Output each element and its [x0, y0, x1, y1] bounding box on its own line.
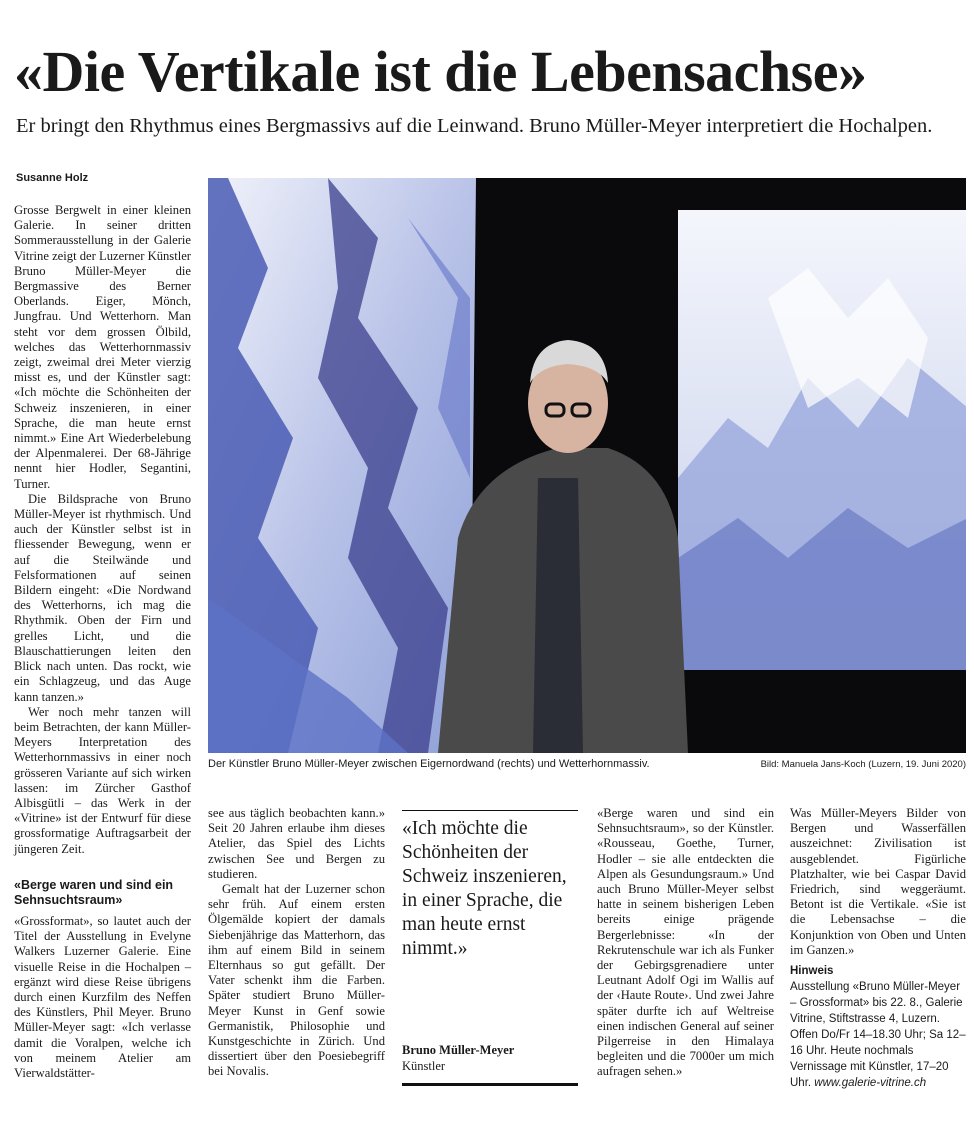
body-paragraph: Was Müller-Meyers Bilder von Bergen und Wasserfällen auszeichnet: Zivilisation ist ausgeblendet. Figürliche Platzhalter, wie bei Caspar David Friedrich, sind weggeräumt. Betont ist die Vertikale. «Sie ist die Lebensachse – die Konjunktion von Oben und Unten im Ganzen.»	[790, 806, 966, 957]
body-paragraph: «Berge waren und sind ein Sehnsuchtsraum», so der Künstler. «Rousseau, Goethe, Turner, Hodler – sie alle entdeckten die Alpen als Gesundungsraum.» Und auch Bruno Müller-Meyer selbst hatte in seinem bisherigen Leben bereits einige prägende Bergerlebnisse: «In der Rekrutenschule war ich als Funker der Gebirgsgrenadiere unter Leutnant Adolf Ogi im Wallis auf der ‹Haute Route›. Und zwei Jahre später durfte ich auf Weltreise einen indischen General auf seiner Pilgerreise in den Himalaya begleiten und die 7000er um mich aufragen sehen.»	[597, 806, 774, 1079]
info-box-title: Hinweis	[790, 965, 834, 978]
column-1	[14, 203, 191, 857]
column-1-lower	[14, 878, 191, 1081]
column-2	[208, 806, 385, 1080]
info-box-text: Ausstellung «Bruno Müller-Meyer – Grossformat» bis 22. 8., Galerie Vitrine, Stiftstrasse 4, Luzern. Offen Do/Fr 14–18.30 Uhr; Sa 12–16 Uhr. Heute nochmals Vernissage mit Künstler, 17–20 Uhr.	[790, 981, 966, 1090]
photo-credit: Bild: Manuela Jans-Koch (Luzern, 19. Juni 2020)	[760, 759, 966, 770]
pull-quote	[402, 810, 578, 1086]
body-paragraph: Gemalt hat der Luzerner schon sehr früh. Auf einem ersten Ölgemälde kopiert der damals Siebenjährige das Matterhorn, das ihm auf einem Bild in seinem Elternhaus so gut gefällt. Der Vater schenkt ihm die Farben. Später studiert Bruno Müller-Meyer Kunst in Genf sowie Germanistik, Philosophie und Kunstgeschichte in Zürich. Und dissertiert über den Poesiebegriff bei Novalis.	[208, 882, 385, 1079]
photo-illustration	[208, 178, 966, 753]
body-paragraph: «Grossformat», so lautet auch der Titel der Ausstellung in Evelyne Walkers Luzerner Galerie. Eine visuelle Reise in die Hochalpen – ergänzt wird diese Reise übrigens durch einen Kurzfilm des Neffen des Künstlers, Phil Meyer. Bruno Müller-Meyer sagt: «Ich verlasse damit die Voralpen, welche ich von meinem Atelier am Vierwaldstätter-	[14, 914, 191, 1081]
info-box	[790, 979, 966, 1091]
body-paragraph: Wer noch mehr tanzen will beim Betrachten, der kann Müller-Meyers Interpretation des Wetterhornmassivs in einer noch grösseren Variante auf sich wirken lassen: im Zürcher Gasthof Albisgütli – das Werk in der «Vitrine» ist der Entwurf für diese grossformatige Auftragsarbeit der jüngeren Zeit.	[14, 704, 191, 856]
body-paragraph: see aus täglich beobachten kann.» Seit 20 Jahren erlaube ihm dieses Atelier, das Spiel des Lichts zwischen See und Bergen zu studieren.	[208, 806, 385, 881]
pull-quote-text: «Ich möchte die Schönheiten der Schweiz inszenieren, in einer Sprache, die man heute ernst nimmt.»	[402, 818, 567, 959]
body-paragraph: Die Bildsprache von Bruno Müller-Meyer ist rhythmisch. Und auch der Künstler selbst ist in fliessender Bewegung, wenn er auf die Steilwände und Felsformationen auf seinen Bildern eingeht: «Die Nordwand des Wetterhorns, ich mag die Rhythmik. Oben der Firn und grelles Licht, und die Blauschattierungen leiten den Blick nach unten. Das rockt, wie ein Schlagzeug, und das Auge kann tanzen.»	[14, 491, 191, 704]
artist-photo	[208, 178, 966, 753]
gallery-link[interactable]: www.galerie-vitrine.ch	[814, 1077, 927, 1090]
photo-caption: Der Künstler Bruno Müller-Meyer zwischen Eigernordwand (rechts) und Wetterhornmassiv.	[208, 758, 650, 770]
author-byline: Susanne Holz	[16, 172, 89, 184]
headline: «Die Vertikale ist die Lebensachse»	[14, 39, 867, 104]
body-paragraph: Grosse Bergwelt in einer kleinen Galerie. In seiner dritten Sommerausstellung in der Galerie Vitrine zeigt der Luzerner Künstler Bruno Müller-Meyer die Bergmassive des Berner Oberlands. Eiger, Mönch, Jungfrau. Und Wetterhorn. Man steht vor dem grossen Ölbild, welches das Wetterhornmassiv zeigt, zweimal drei Meter vierzig misst es, und der Künstler sagt: «Ich möchte die Schönheiten der Schweiz inszenieren, in einer Sprache, die man heute ernst nimmt.» Eine Art Wiederbelebung der Alpenmalerei. Der 68-Jährige nennt hier Hodler, Segantini, Turner.	[14, 203, 191, 491]
column-4	[597, 806, 774, 1080]
subheading: «Berge waren und sind ein Sehnsuchtsraum»	[14, 878, 174, 907]
lead-text: Er bringt den Rhythmus eines Bergmassivs auf die Leinwand. Bruno Müller-Meyer interpretiert die Hochalpen.	[16, 115, 933, 137]
pull-quote-name: Bruno Müller-Meyer	[402, 1043, 515, 1057]
column-5	[790, 806, 966, 1091]
pull-quote-role: Künstler	[402, 1059, 446, 1073]
